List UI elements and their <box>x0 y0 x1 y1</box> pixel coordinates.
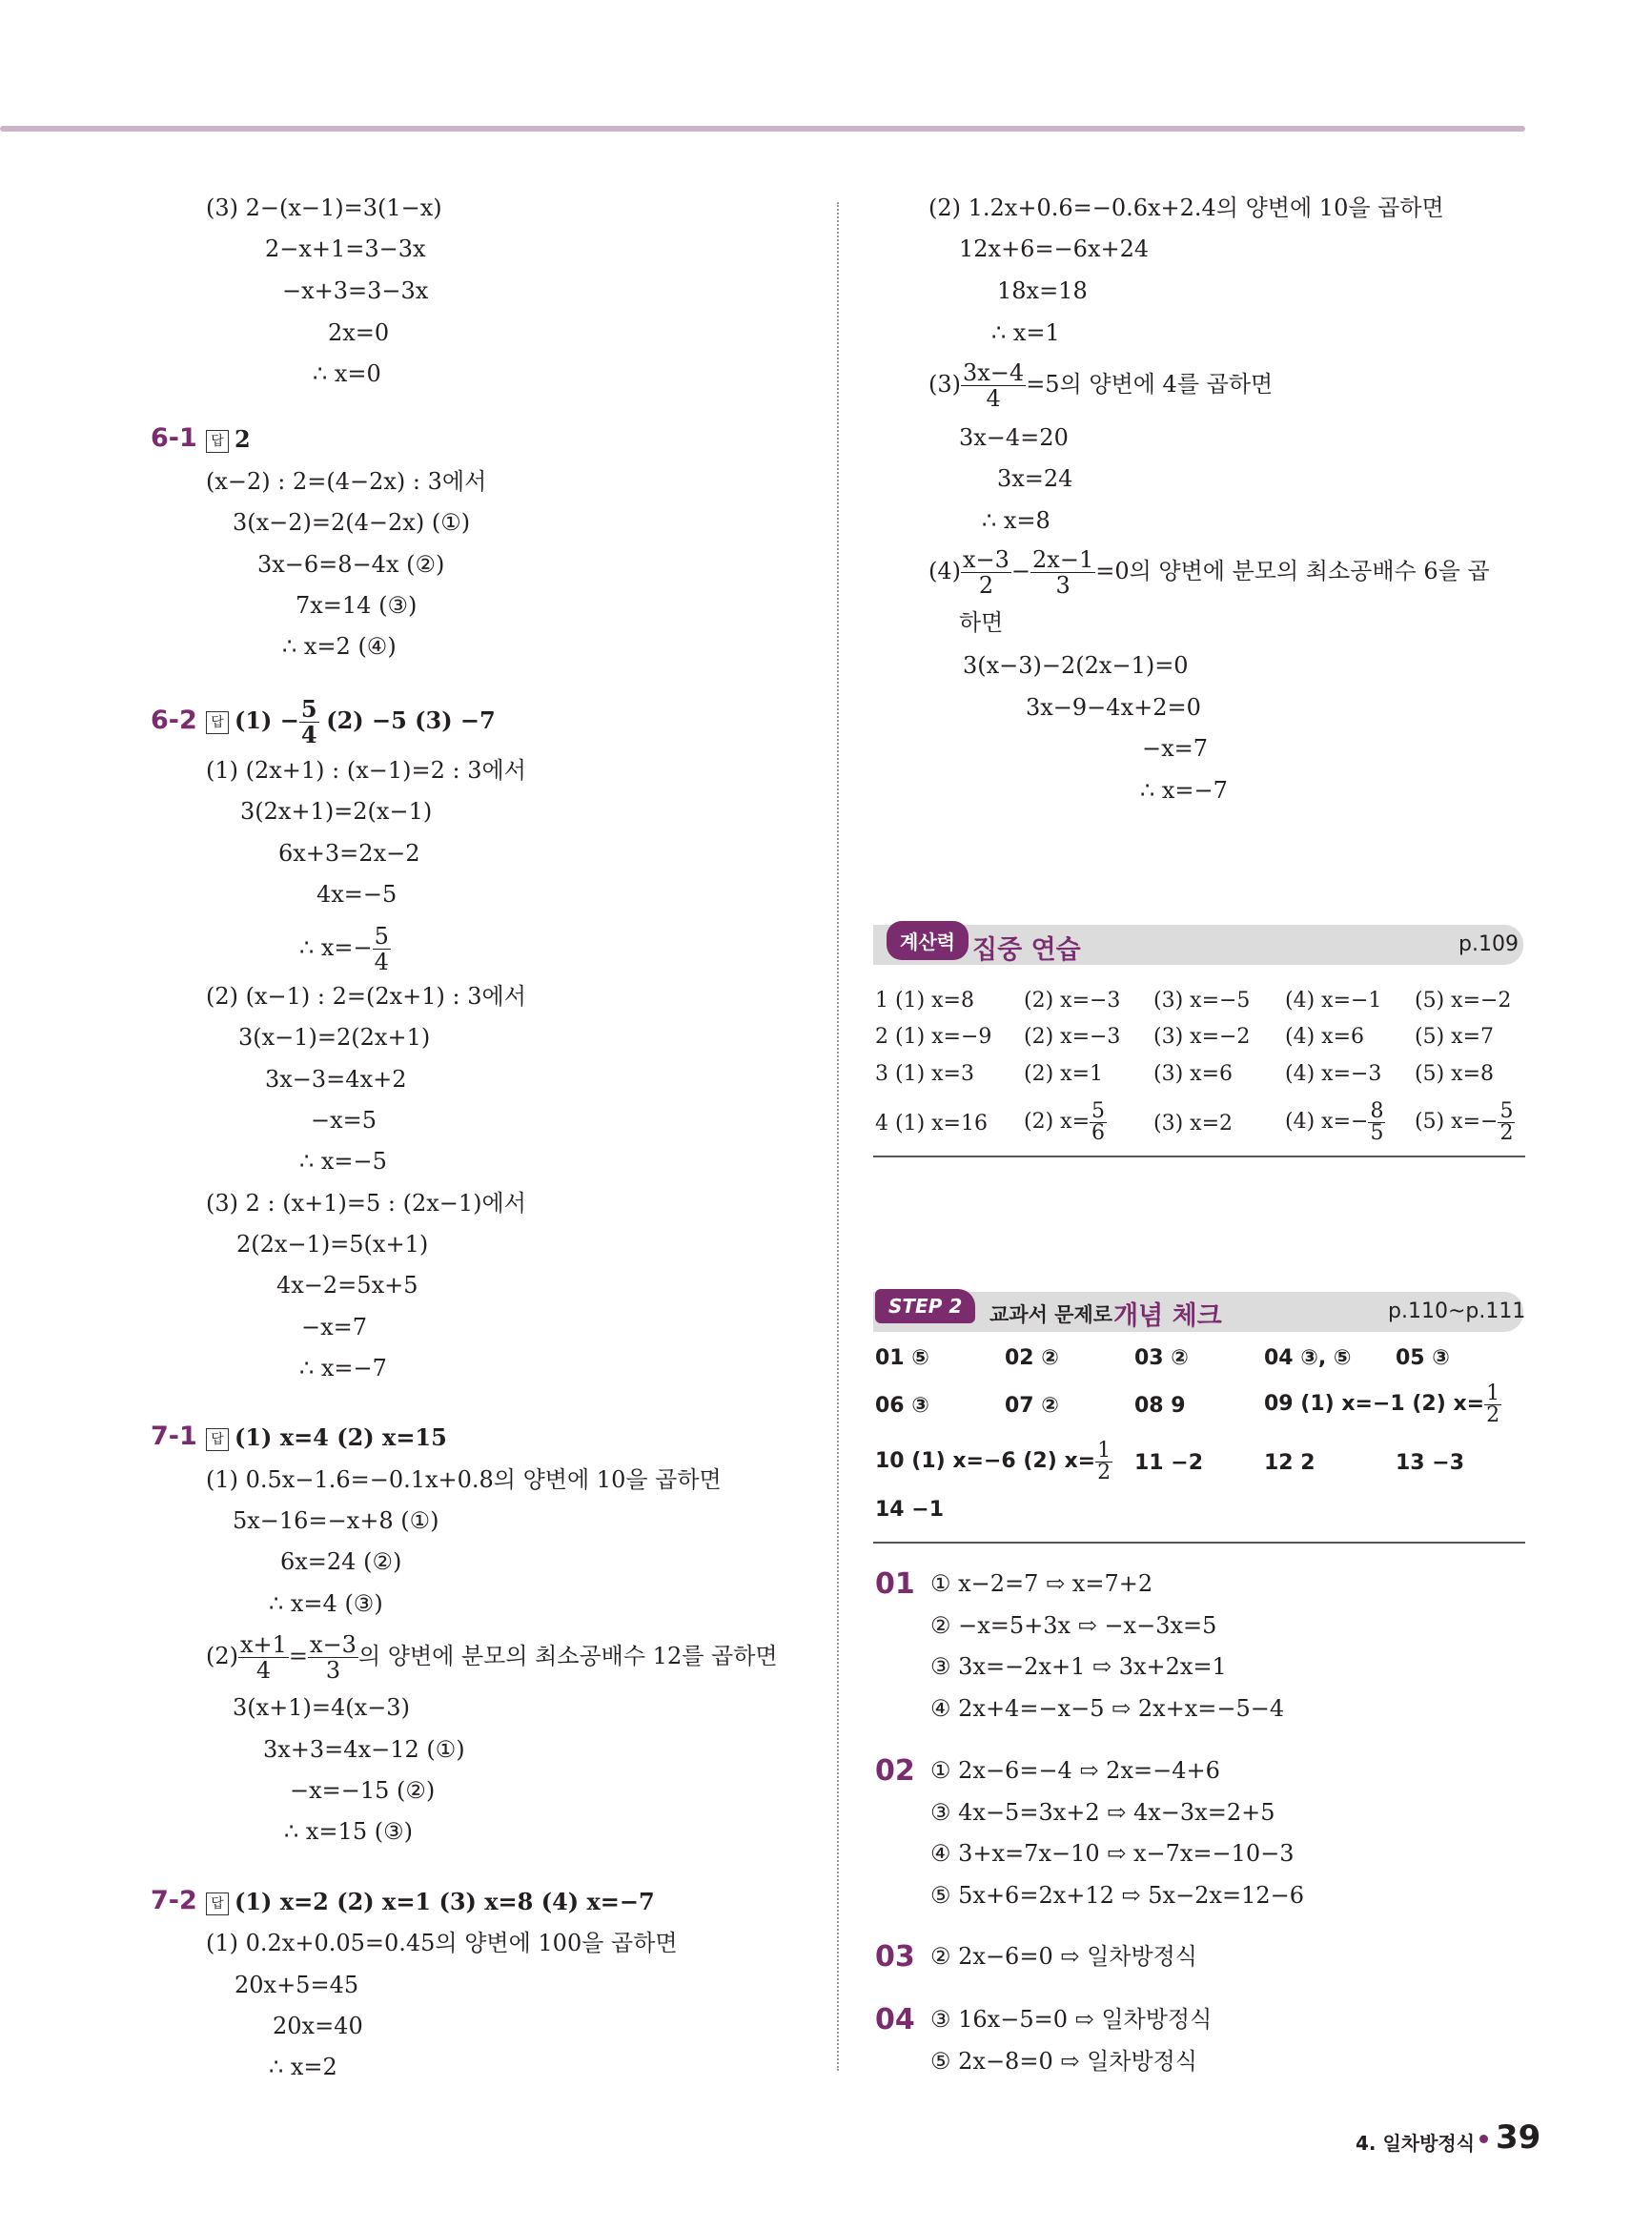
eq-line: 7x=14 (③) <box>296 592 418 619</box>
solution-line: ② −x=5+3x ⇨ −x−3x=5 <box>930 1612 1217 1639</box>
eq-line: (1) 0.5x−1.6=−0.1x+0.8의 양변에 10을 곱하면 <box>206 1466 722 1493</box>
fraction <box>1484 1383 1501 1426</box>
eq-line: (3) 2−(x−1)=3(1−x) <box>206 194 442 221</box>
fraction <box>308 1632 358 1683</box>
practice-title: 집중 연습 <box>972 935 1081 965</box>
eq-text: = <box>288 1643 309 1669</box>
numerator: 5 <box>1499 1098 1514 1123</box>
eq-text: =0의 양변에 분모의 최소공배수 6을 곱 <box>1095 558 1490 584</box>
eq-line: 6x=24 (②) <box>280 1548 402 1575</box>
fraction <box>961 547 1011 598</box>
eq-line: ∴ x=2 (④) <box>282 633 397 660</box>
solution-line: ② 2x−6=0 ⇨ 일차방정식 <box>930 1943 1197 1970</box>
numerator: 1 <box>1097 1438 1112 1463</box>
step2-page: p.110~p.111 <box>1388 1299 1526 1323</box>
practice-cell: 2 (1) x=−9 <box>875 1025 992 1049</box>
eq-line: 6x+3=2x−2 <box>278 840 420 867</box>
eq-line: (2) 1.2x+0.6=−0.6x+2.4의 양변에 10을 곱하면 <box>928 194 1444 221</box>
eq-text: ∴ x=− <box>299 934 373 961</box>
fraction <box>1095 1438 1112 1484</box>
divider <box>873 1156 1525 1157</box>
practice-cell: (4) x=−1 <box>1285 989 1382 1013</box>
solution-number: 01 <box>875 1567 915 1601</box>
fraction <box>961 360 1026 411</box>
cell-text: (5) x=− <box>1415 1110 1499 1134</box>
page-number <box>1472 2118 1540 2157</box>
eq-line: (x−2) : 2=(4−2x) : 3에서 <box>206 468 487 495</box>
eq-line: 3(x−2)=2(4−2x) (①) <box>233 509 471 536</box>
eq-line: 4x−2=5x+5 <box>276 1272 418 1299</box>
answer-cell: 08 9 <box>1134 1394 1186 1418</box>
eq-line: 12x+6=−6x+24 <box>959 235 1150 262</box>
answer-cell: 13 −3 <box>1396 1451 1465 1475</box>
eq-line: 3x−4=20 <box>959 424 1069 451</box>
practice-cell <box>1024 1098 1107 1146</box>
practice-cell: (2) x=−3 <box>1024 989 1121 1013</box>
eq-line: 20x=40 <box>273 2013 363 2039</box>
step2-title: 개념 체크 <box>1113 1301 1222 1331</box>
fraction <box>1498 1098 1515 1145</box>
eq-line: (3) 2 : (x+1)=5 : (2x−1)에서 <box>206 1190 526 1217</box>
denominator: 4 <box>374 949 389 975</box>
eq-line: −x=5 <box>311 1107 377 1134</box>
cell-text: 10 (1) x=−6 (2) x= <box>875 1449 1096 1473</box>
eq-text: (2) <box>206 1643 238 1669</box>
solution-number: 02 <box>875 1754 915 1788</box>
solution-line: ⑤ 2x−8=0 ⇨ 일차방정식 <box>930 2048 1197 2075</box>
fraction <box>299 697 319 747</box>
eq-line <box>299 923 391 974</box>
eq-line: ∴ x=−5 <box>299 1148 387 1175</box>
eq-line: ∴ x=0 <box>313 360 381 387</box>
answer-cell <box>1264 1381 1501 1428</box>
eq-line: −x=7 <box>301 1314 368 1340</box>
answer-cell: 11 −2 <box>1134 1451 1204 1475</box>
eq-line: ∴ x=1 <box>991 319 1060 346</box>
answer-cell: 12 2 <box>1264 1451 1315 1475</box>
answer-cell: 01 ⑤ <box>875 1346 929 1370</box>
eq-text: 의 양변에 분모의 최소공배수 12를 곱하면 <box>357 1643 778 1669</box>
answer-cell: 02 ② <box>1005 1346 1059 1370</box>
eq-line: (2) (x−1) : 2=(2x+1) : 3에서 <box>206 983 526 1010</box>
step2-badge: STEP 2 <box>875 1289 975 1323</box>
numerator: x+1 <box>240 1631 287 1658</box>
practice-cell: (2) x=1 <box>1024 1062 1103 1086</box>
answer-line <box>206 694 496 747</box>
eq-line <box>206 1630 778 1683</box>
eq-line: 2x=0 <box>328 319 390 346</box>
answer: 2 <box>235 425 251 453</box>
numerator: x−3 <box>963 546 1010 573</box>
eq-line: 3x+3=4x−12 (①) <box>263 1736 465 1763</box>
eq-line: 5x−16=−x+8 (①) <box>233 1507 439 1534</box>
eq-line: 3(x−1)=2(2x+1) <box>238 1024 431 1051</box>
answer: (1) x=4 (2) x=15 <box>235 1423 447 1451</box>
eq-text: =5의 양변에 4를 곱하면 <box>1026 371 1274 398</box>
eq-line: 3(x+1)=4(x−3) <box>233 1694 410 1721</box>
practice-cell: (5) x=8 <box>1415 1062 1494 1086</box>
numerator: 1 <box>1486 1381 1500 1405</box>
problem-label: 6-1 <box>151 423 197 453</box>
numerator: x−3 <box>310 1631 357 1658</box>
answer-cell <box>875 1438 1112 1485</box>
numerator: 5 <box>1091 1098 1105 1123</box>
answer: (1) x=2 (2) x=1 (3) x=8 (4) x=−7 <box>235 1888 655 1915</box>
problem-label: 7-2 <box>151 1886 197 1915</box>
practice-cell: 4 (1) x=16 <box>875 1112 988 1135</box>
eq-line: 2(2x−1)=5(x+1) <box>236 1231 429 1258</box>
page-number-text: 39 <box>1496 2118 1541 2157</box>
eq-line: −x=7 <box>1142 735 1209 762</box>
eq-line: ∴ x=8 <box>982 507 1050 534</box>
answer-cell: 05 ③ <box>1396 1346 1450 1370</box>
practice-cell <box>1415 1098 1515 1146</box>
denominator: 2 <box>1097 1460 1112 1484</box>
eq-line <box>928 358 1273 411</box>
problem-label: 7-1 <box>151 1422 197 1451</box>
practice-header <box>873 925 1523 965</box>
answer: (2) −5 (3) −7 <box>326 706 496 734</box>
numerator: 8 <box>1370 1098 1384 1123</box>
eq-line: ∴ x=15 (③) <box>284 1818 413 1845</box>
practice-cell: (5) x=7 <box>1415 1025 1494 1049</box>
eq-text: (4) <box>928 558 961 584</box>
eq-line <box>928 545 1490 598</box>
divider <box>873 1542 1525 1544</box>
solution-line: ③ 3x=−2x+1 ⇨ 3x+2x=1 <box>930 1653 1227 1680</box>
answer-line <box>206 1888 655 1916</box>
numerator: 5 <box>374 923 389 950</box>
solution-line: ① 2x−6=−4 ⇨ 2x=−4+6 <box>930 1757 1220 1784</box>
fraction <box>1090 1098 1107 1145</box>
eq-line: 4x=−5 <box>316 881 398 908</box>
eq-line: 18x=18 <box>997 277 1088 304</box>
eq-line: ∴ x=4 (③) <box>269 1590 383 1617</box>
cell-text: 09 (1) x=−1 (2) x= <box>1264 1392 1485 1416</box>
solution-number: 03 <box>875 1940 915 1974</box>
answer-mark: 답 <box>206 1428 229 1451</box>
numerator: 5 <box>300 695 317 723</box>
numerator: 3x−4 <box>963 359 1025 386</box>
answer-cell: 03 ② <box>1134 1346 1189 1370</box>
eq-line: 하면 <box>959 609 1004 636</box>
practice-cell: 1 (1) x=8 <box>875 989 974 1013</box>
denominator: 3 <box>325 1657 341 1684</box>
eq-line: 3x−6=8−4x (②) <box>257 551 445 578</box>
eq-line: −x+3=3−3x <box>282 277 429 304</box>
practice-cell: (3) x=2 <box>1153 1112 1233 1135</box>
cell-text: (2) x= <box>1024 1110 1090 1134</box>
practice-cell: (3) x=−2 <box>1153 1025 1251 1049</box>
practice-cell: (3) x=6 <box>1153 1062 1233 1086</box>
denominator: 2 <box>978 572 994 599</box>
eq-line: ∴ x=2 <box>269 2054 337 2080</box>
practice-cell: (2) x=−3 <box>1024 1025 1121 1049</box>
denominator: 2 <box>1486 1402 1500 1427</box>
eq-line: 3x−9−4x+2=0 <box>1026 694 1201 721</box>
eq-line: −x=−15 (②) <box>290 1777 436 1804</box>
practice-cell: (3) x=−5 <box>1153 989 1251 1013</box>
denominator: 3 <box>1055 572 1071 599</box>
step2-subtitle: 교과서 문제로 <box>989 1303 1113 1326</box>
numerator: 2x−1 <box>1032 546 1094 573</box>
eq-line: (1) 0.2x+0.05=0.45의 양변에 100을 곱하면 <box>206 1930 678 1956</box>
fraction <box>1030 547 1095 598</box>
cell-text: (4) x=− <box>1285 1110 1369 1134</box>
answer-mark: 답 <box>206 711 229 734</box>
denominator: 4 <box>300 721 317 748</box>
fraction <box>238 1632 289 1683</box>
practice-page: p.109 <box>1458 932 1519 956</box>
eq-text: − <box>1010 558 1031 584</box>
answer-line <box>206 1423 447 1452</box>
bullet-dot-icon <box>1479 2135 1488 2143</box>
problem-label: 6-2 <box>151 706 197 735</box>
answer-mark: 답 <box>206 430 229 453</box>
denominator: 4 <box>986 385 1001 412</box>
solution-line: ⑤ 5x+6=2x+12 ⇨ 5x−2x=12−6 <box>930 1882 1305 1909</box>
eq-line: 3(2x+1)=2(x−1) <box>240 798 433 825</box>
answer-line <box>206 425 251 454</box>
practice-cell: (5) x=−2 <box>1415 989 1512 1013</box>
denominator: 2 <box>1499 1120 1514 1145</box>
eq-line: 3x=24 <box>997 465 1073 492</box>
answer-mark: 답 <box>206 1892 229 1915</box>
solution-line: ③ 4x−5=3x+2 ⇨ 4x−3x=2+5 <box>930 1799 1275 1826</box>
practice-cell: (4) x=6 <box>1285 1025 1364 1049</box>
eq-line: 3x−3=4x+2 <box>265 1066 407 1093</box>
solution-number: 04 <box>875 2003 915 2036</box>
eq-text: (3) <box>928 371 961 398</box>
denominator: 6 <box>1091 1120 1105 1145</box>
answer-cell: 07 ② <box>1005 1394 1059 1418</box>
answer-cell: 04 ③, ⑤ <box>1264 1346 1352 1370</box>
solution-line: ① x−2=7 ⇨ x=7+2 <box>930 1570 1153 1597</box>
denominator: 5 <box>1370 1120 1384 1145</box>
denominator: 4 <box>255 1657 272 1684</box>
practice-cell <box>1285 1098 1385 1146</box>
eq-line: (1) (2x+1) : (x−1)=2 : 3에서 <box>206 757 526 784</box>
practice-cell: (4) x=−3 <box>1285 1062 1382 1086</box>
eq-line: 20x+5=45 <box>235 1972 359 1998</box>
eq-line: 3(x−3)−2(2x−1)=0 <box>963 652 1189 679</box>
answer-cell: 14 −1 <box>875 1498 945 1522</box>
fraction <box>1368 1098 1385 1145</box>
eq-line: 2−x+1=3−3x <box>265 235 426 262</box>
practice-cell: 3 (1) x=3 <box>875 1062 974 1086</box>
column-divider <box>837 202 839 2071</box>
solution-line: ④ 3+x=7x−10 ⇨ x−7x=−10−3 <box>930 1840 1295 1867</box>
solution-line: ④ 2x+4=−x−5 ⇨ 2x+x=−5−4 <box>930 1695 1285 1722</box>
footer-section: 4. 일차방정식 <box>1356 2132 1476 2155</box>
answer-cell: 06 ③ <box>875 1394 929 1418</box>
eq-line: ∴ x=−7 <box>299 1355 387 1381</box>
answer: (1) − <box>235 706 299 734</box>
fraction <box>373 924 391 974</box>
top-rule <box>0 126 1525 132</box>
eq-line: ∴ x=−7 <box>1140 777 1228 804</box>
practice-badge: 계산력 <box>887 921 969 960</box>
solution-line: ③ 16x−5=0 ⇨ 일차방정식 <box>930 2006 1213 2033</box>
